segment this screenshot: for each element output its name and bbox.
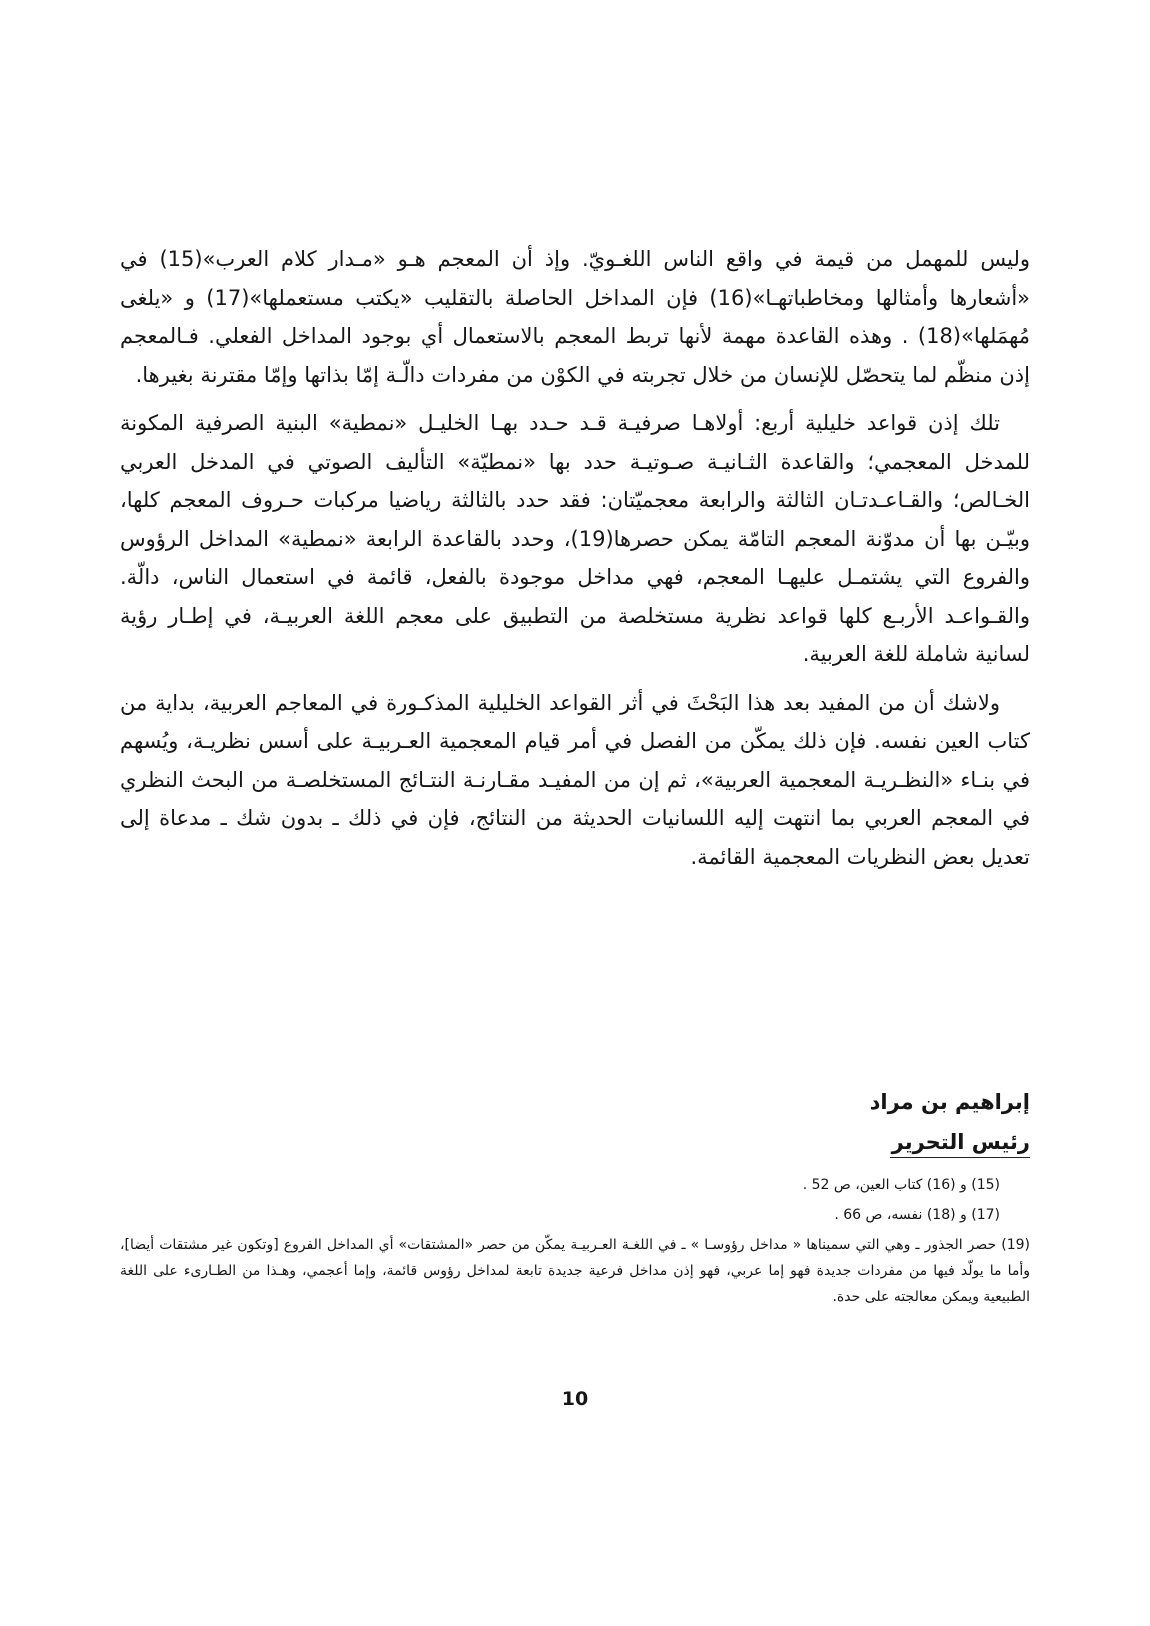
paragraph-2: تلك إذن قواعد خليلية أربع: أولاهـا صرفيـة قـد حـدد بهـا الخليـل «نمطية» البنية الصرفية المكونة للمدخل المعجمي؛ والقاعدة الثـانيـة صـوتيـة حدد بها «نمطيّة» التأليف الصوتي في المدخل العربي الخـالص؛ والقـاعـدتـان الثالثة والرابعة معجميّتان: فقد حدد بالثالثة رياضيا مركبات حـروف المعجم كلها، وبيّـن بها أن مدوّنة المعجم التامّة يمكن حصرها(19)، وحدد بالقاعدة الرابعة «نمطية» المداخل الرؤوس والفروع التي يشتمـل عليهـا المعجم، فهي مداخل موجودة بالفعل، قائمة في استعمال الناس، دالّة. والقـواعـد الأربـع كلها قواعد نظرية مستخلصة من التطبيق على معجم اللغة العربيـة، في إطـار رؤية لسانية شاملة للغة العربية. — [120, 411, 1031, 666]
paragraph-1: وليس للمهمل من قيمة في واقع الناس اللغـويّ. وإذ أن المعجم هـو «مـدار كلام العرب»(15) في «أشعارها وأمثالها ومخاطباتهـا»(16) فإن المداخل الحاصلة بالتقليب «يكتب مستعملها»(17) و «يلغى مُهمَلها»(18) . وهذه القاعدة مهمة لأنها تربط المعجم بالاستعمال أي بوجود المداخل الفعلي. فـالمعجم إذن منظّم لما يتحصّل للإنسان من خلال تجربته في الكوْن من مفردات دالّـة إمّا بذاتها وإمّا مقترنة بغيرها. — [120, 247, 1031, 387]
footnote-divider — [890, 1157, 1030, 1158]
footnote-15-16: (15) و (16) كتاب العين، ص 52 . — [802, 1177, 1000, 1193]
footnote-19: (19) حصر الجذور ـ وهي التي سميناها « مداخل رؤوسـا » ـ في اللغـة العـربيـة يمكّن من حصر «المشتقات» أي المداخل الفروع [وتكون غير مشتقات أيضا]، وأما ما يولّد فيها من مفردات جديدة فهو إما عربي، فهو إذن مداخل فرعية جديدة تابعة لمداخل رؤوس قائمة، وإما أعجمي، وهـذا من الطـارىء على اللغة الطبيعية ويمكن معالجته على حدة. — [120, 1237, 1030, 1305]
author-title: رئيس التحرير — [891, 1130, 1030, 1154]
signature-block — [870, 1082, 1030, 1162]
paragraph-3: ولاشك أن من المفيد بعد هذا البَحْثَ في أثر القواعد الخليلية المذكـورة في المعاجم العربية، بداية من كتاب العين نفسه. فإن ذلك يمكّن من الفصل في أمر قيام المعجمية العـربيـة على أسس نظريـة، ويُسهم في بنـاء «النظـريـة المعجمية العربية»، ثم إن من المفيـد مقـارنـة النتـائج المستخلصـة من البحث النظري في المعجم العربي بما انتهت إليه اللسانيات الحديثة من النتائج، فإن في ذلك ـ بدون شك ـ مدعاة إلى تعديل بعض النظريات المعجمية القائمة. — [120, 690, 1030, 869]
page-number: 10 — [561, 1388, 589, 1410]
author-name: إبراهيم بن مراد — [869, 1090, 1030, 1114]
body-text — [120, 240, 1030, 886]
footnotes — [120, 1172, 1030, 1314]
footnote-17-18: (17) و (18) نفسه، ص 66 . — [834, 1207, 1000, 1223]
